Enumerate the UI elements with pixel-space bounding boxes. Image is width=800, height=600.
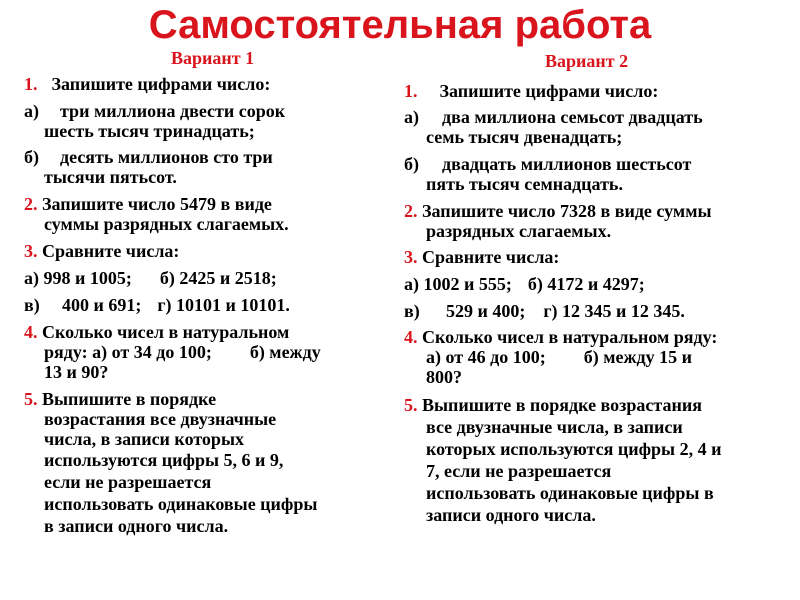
v1-task-5-line6: использовать одинаковые цифры: [44, 494, 318, 514]
v2-task-3-row1-a: а) 1002 и 555;: [404, 274, 512, 294]
v1-task-4-line2: [44, 342, 321, 362]
v1-task-3-row2-mark: в): [24, 295, 40, 315]
v2-task-5-line1: Выпишите в порядке возрастания: [422, 395, 702, 415]
v2-task-5-line5: использовать одинаковые цифры в: [426, 483, 714, 503]
v2-task-4-line1: Сколько чисел в натуральном ряду:: [422, 327, 718, 347]
v2-task-5-line2: все двузначные числа, в записи: [426, 417, 683, 437]
v1-task-1b: [24, 147, 273, 167]
v1-task-2-line1: Запишите число 5479 в виде: [42, 194, 272, 214]
v1-task-5: [24, 389, 216, 409]
v1-task-3-row1: [24, 268, 277, 288]
v1-task-2: [24, 194, 272, 214]
v1-task-1: [24, 74, 270, 94]
v2-task-3-row2: [404, 301, 685, 321]
v2-task-3-row2-b: г) 12 345 и 12 345.: [543, 301, 685, 321]
v1-task-5-number: 5.: [24, 389, 38, 409]
v1-task-3-row2-b: г) 10101 и 10101.: [157, 295, 290, 315]
v1-task-3-row2: [24, 295, 290, 315]
v2-task-1b: [404, 154, 691, 174]
v1-task-3-row2-a: 400 и 691;: [62, 295, 142, 315]
v1-task-5-line5: если не разрешается: [44, 472, 212, 492]
v2-task-5-line3: которых используются цифры 2, 4 и: [426, 439, 722, 459]
v2-task-2-line1: Запишите число 7328 в виде суммы: [422, 201, 712, 221]
v2-task-1a: [404, 107, 703, 127]
v2-task-4-line3: 800?: [426, 367, 462, 387]
v2-task-2-line2: разрядных слагаемых.: [426, 221, 612, 241]
v1-task-3-number: 3.: [24, 241, 38, 261]
v2-task-1-number: 1.: [404, 81, 418, 101]
v2-task-3-row2-mark: в): [404, 301, 420, 321]
v2-task-4: [404, 327, 717, 347]
v1-task-3-row1-a: а) 998 и 1005;: [24, 268, 132, 288]
v1-task-1-number: 1.: [24, 74, 38, 94]
v2-task-1: [404, 81, 658, 101]
variant-2-heading: Вариант 2: [545, 51, 629, 71]
v1-task-4-line3: 13 и 90?: [44, 362, 109, 382]
v1-task-4: [24, 322, 289, 342]
v1-task-5-line2: возрастания все двузначные: [44, 409, 277, 429]
v1-task-1a-line2: шесть тысяч тринадцать;: [44, 121, 255, 141]
v2-task-3: [404, 247, 559, 267]
variant-1-heading: Вариант 1: [171, 48, 255, 68]
v2-task-1b-mark: б): [404, 154, 419, 174]
v2-task-1a-mark: а): [404, 107, 419, 127]
v2-task-1-text: Запишите цифрами число:: [439, 81, 659, 101]
v2-task-3-text: Сравните числа:: [422, 247, 560, 267]
v2-task-3-row1: [404, 274, 645, 294]
v1-task-1-text: Запишите цифрами число:: [51, 74, 271, 94]
v2-task-5-line6: записи одного числа.: [426, 505, 596, 525]
v1-task-4-line2b: б) между: [249, 342, 321, 362]
v1-task-1a: [24, 101, 285, 121]
v1-task-1a-mark: а): [24, 101, 39, 121]
v2-task-1a-line1: два миллиона семьсот двадцать: [442, 107, 703, 127]
v1-task-3-text: Сравните числа:: [42, 241, 180, 261]
v2-task-1a-line2: семь тысяч двенадцать;: [426, 127, 623, 147]
v2-task-5-number: 5.: [404, 395, 418, 415]
v1-task-1b-line1: десять миллионов сто три: [60, 147, 273, 167]
v2-task-4-number: 4.: [404, 327, 418, 347]
v2-task-4-line2a: а) от 46 до 100;: [426, 347, 546, 367]
v1-task-4-number: 4.: [24, 322, 38, 342]
page-title: Самостоятельная работа: [148, 3, 652, 47]
v1-task-1a-line1: три миллиона двести сорок: [60, 101, 286, 121]
v2-task-5: [404, 395, 702, 415]
v2-task-1b-line2: пять тысяч семнадцать.: [426, 174, 623, 194]
v2-task-5-line4: 7, если не разрешается: [426, 461, 612, 481]
v1-task-1b-line2: тысячи пятьсот.: [44, 167, 177, 187]
v2-task-2-number: 2.: [404, 201, 418, 221]
v1-task-2-line2: суммы разрядных слагаемых.: [44, 214, 289, 234]
v1-task-3-row1-b: б) 2425 и 2518;: [159, 268, 277, 288]
v2-task-4-line2b: б) между 15 и: [583, 347, 692, 367]
v1-task-5-line1: Выпишите в порядке: [42, 389, 217, 409]
v1-task-5-line3: числа, в записи которых: [44, 429, 244, 449]
v1-task-3: [24, 241, 179, 261]
v1-task-4-line1: Сколько чисел в натуральном: [42, 322, 290, 342]
v2-task-1b-line1: двадцать миллионов шестьсот: [442, 154, 692, 174]
v1-task-5-line4: используются цифры 5, 6 и 9,: [44, 450, 284, 470]
v2-task-3-row1-b: б) 4172 и 4297;: [527, 274, 645, 294]
v2-task-3-row2-a: 529 и 400;: [446, 301, 526, 321]
v1-task-2-number: 2.: [24, 194, 38, 214]
v2-task-3-number: 3.: [404, 247, 418, 267]
v1-task-1b-mark: б): [24, 147, 39, 167]
v1-task-4-line2a: ряду: а) от 34 до 100;: [44, 342, 212, 362]
v2-task-2: [404, 201, 712, 221]
v2-task-4-line2: [426, 347, 692, 367]
v1-task-5-line7: в записи одного числа.: [44, 516, 229, 536]
